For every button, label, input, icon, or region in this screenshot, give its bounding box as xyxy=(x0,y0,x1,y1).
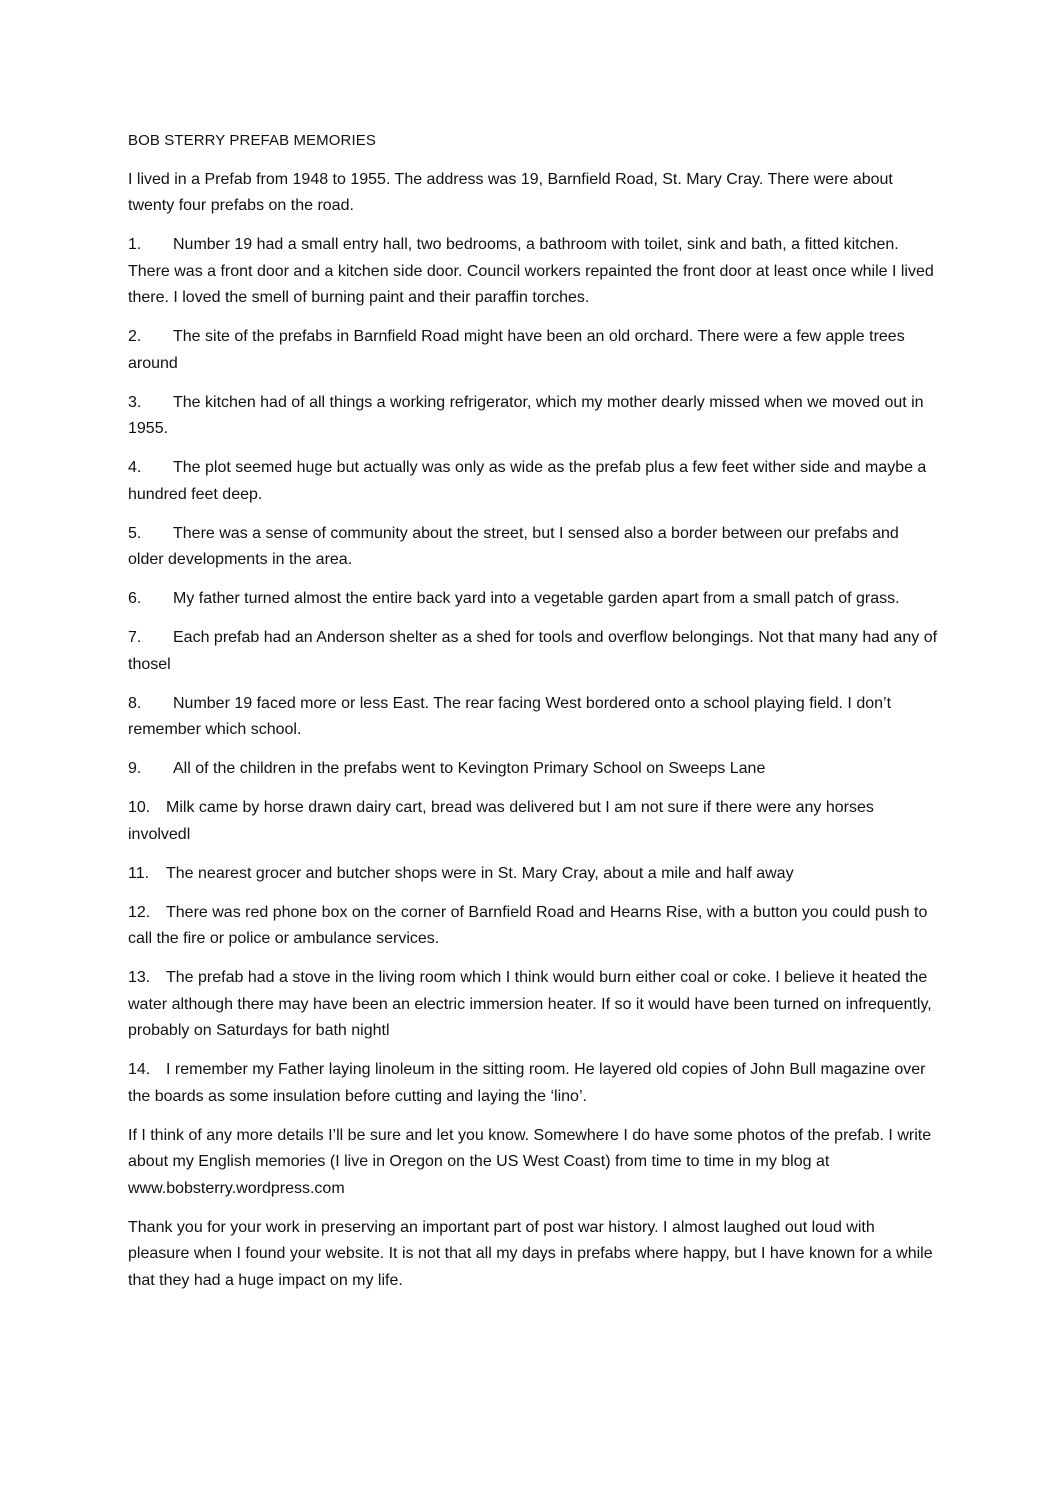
intro-paragraph: I lived in a Prefab from 1948 to 1955. The address was 19, Barnfield Road, St. Mary Cray. There were about twenty four prefabs on the road. xyxy=(128,170,893,214)
list-item-14 xyxy=(128,1057,938,1110)
list-item-4 xyxy=(128,455,938,508)
item-text: Number 19 faced more or less East. The rear facing West bordered onto a school playing field. I don’t remember which school. xyxy=(128,694,892,738)
item-text: There was a sense of community about the street, but I sensed also a border between our prefabs and older developments in the area. xyxy=(128,524,899,568)
item-number: 7. xyxy=(128,629,142,646)
list-item-9 xyxy=(128,756,938,783)
document-page xyxy=(128,128,938,1307)
item-text: I remember my Father laying linoleum in the sitting room. He layered old copies of John Bull magazine over the boards as some insulation before cutting and laying the ‘lino’. xyxy=(128,1061,926,1105)
list-item-12 xyxy=(128,900,938,953)
list-item-8 xyxy=(128,691,938,744)
list-item-2 xyxy=(128,324,938,377)
item-number: 11. xyxy=(128,864,150,882)
item-text: The prefab had a stove in the living room which I think would burn either coal or coke. I believe it heated the water although there may have been an electric immersion heater. If so it would have been turned on infrequently, probably on Saturdays for bath nightl xyxy=(128,969,932,1039)
item-text: Number 19 had a small entry hall, two bedrooms, a bathroom with toilet, sink and bath, a fitted kitchen. There was a front door and a kitchen side door. Council workers repainted the front door at least once while I lived there. I loved the smell of burning paint and their paraffin torches. xyxy=(128,236,934,306)
list-item-6 xyxy=(128,586,938,613)
item-number: 4. xyxy=(128,459,142,476)
list-item-11 xyxy=(128,861,938,888)
item-text: The plot seemed huge but actually was only as wide as the prefab plus a few feet wither side and maybe a hundred feet deep. xyxy=(128,459,927,503)
list-item-5 xyxy=(128,521,938,574)
item-text: There was red phone box on the corner of Barnfield Road and Hearns Rise, with a button you could push to call the fire or police or ambulance services. xyxy=(128,903,928,947)
closing-paragraph-1: If I think of any more details I’ll be sure and let you know. Somewhere I do have some photos of the prefab. I write about my English memories (I live in Oregon on the US West Coast) from time to time in my blog at www.bobsterry.wordpress.com xyxy=(128,1126,932,1197)
item-text: The nearest grocer and butcher shops were in St. Mary Cray, about a mile and half away xyxy=(166,864,794,882)
list-item-7 xyxy=(128,625,938,678)
list-item-13 xyxy=(128,965,938,1045)
closing-paragraph-2: Thank you for your work in preserving an important part of post war history. I almost laughed out loud with pleasure when I found your website. It is not that all my days in prefabs where happy, but I have known for a while that they had a huge impact on my life. xyxy=(128,1218,933,1289)
item-number: 10. xyxy=(128,799,151,816)
item-number: 12. xyxy=(128,903,151,921)
document-title: BOB STERRY PREFAB MEMORIES xyxy=(128,132,376,149)
item-text: Each prefab had an Anderson shelter as a shed for tools and overflow belongings. Not that many had any of thosel xyxy=(128,629,938,673)
item-number: 5. xyxy=(128,524,142,542)
list-item-10 xyxy=(128,795,938,848)
item-text: All of the children in the prefabs went to Kevington Primary School on Sweeps Lane xyxy=(173,760,766,777)
item-number: 2. xyxy=(128,328,142,345)
item-text: The site of the prefabs in Barnfield Road might have been an old orchard. There were a few apple trees around xyxy=(128,328,905,372)
item-number: 8. xyxy=(128,694,142,712)
item-number: 14. xyxy=(128,1061,151,1078)
item-number: 3. xyxy=(128,393,142,411)
item-text: The kitchen had of all things a working refrigerator, which my mother dearly missed when we moved out in 1955. xyxy=(128,393,924,437)
item-text: Milk came by horse drawn dairy cart, bread was delivered but I am not sure if there were any horses involvedl xyxy=(128,799,874,843)
list-item-3 xyxy=(128,390,938,443)
item-number: 6. xyxy=(128,590,142,607)
item-number: 9. xyxy=(128,760,142,777)
item-text: My father turned almost the entire back yard into a vegetable garden apart from a small patch of grass. xyxy=(173,590,900,607)
item-number: 13. xyxy=(128,969,151,986)
item-number: 1. xyxy=(128,236,142,253)
list-item-1 xyxy=(128,232,938,312)
